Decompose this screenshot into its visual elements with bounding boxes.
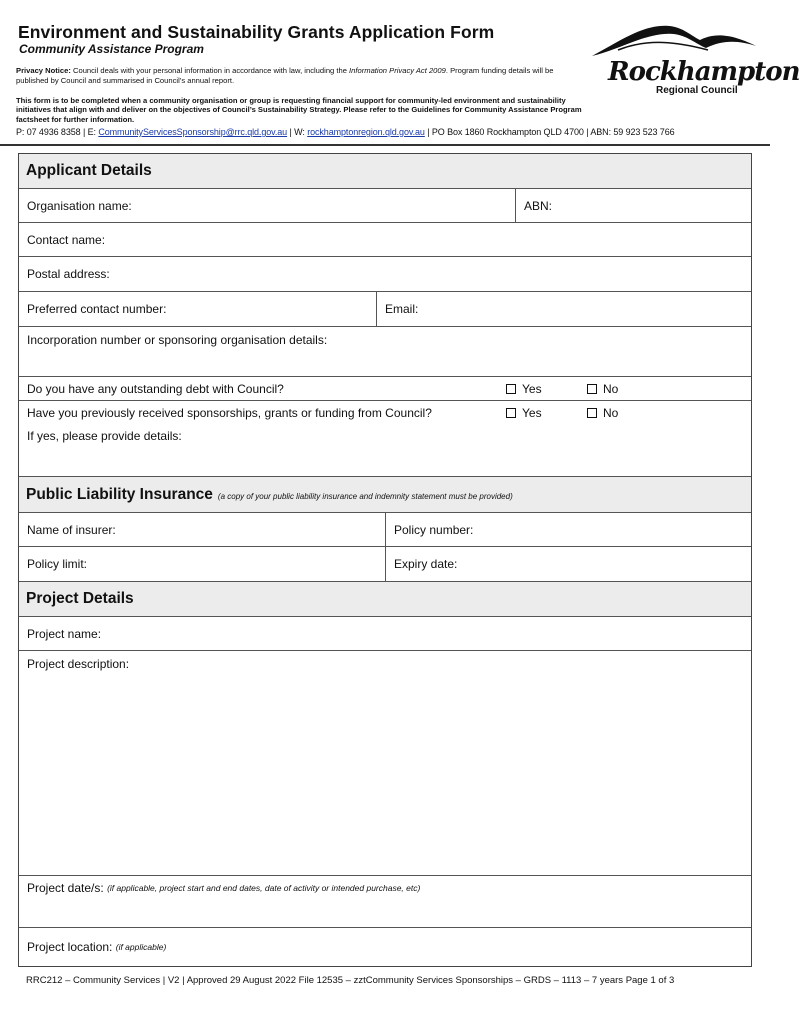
contact-name-field[interactable] — [19, 223, 751, 256]
field-label: Contact name: — [27, 232, 106, 247]
project-description-field[interactable] — [19, 651, 751, 875]
debt-yes-option[interactable] — [506, 382, 542, 396]
row-project-dates — [19, 876, 751, 928]
separator: | — [586, 127, 589, 137]
email-link[interactable]: CommunityServicesSponsorship@rrc.qld.gov.au — [98, 127, 288, 137]
project-location-field[interactable] — [19, 928, 751, 966]
po-box: PO Box 1860 Rockhampton QLD 4700 — [431, 127, 584, 137]
field-label: Project description: — [27, 657, 130, 671]
insurance-note: (a copy of your public liability insurance and indemnity statement must be provided) — [217, 492, 513, 501]
privacy-text-1: Council deals with your personal information in accordance with law, including the — [70, 66, 350, 75]
privacy-text-2: . Program funding details will be published by Council and summarised in Council’s annual report. — [16, 66, 554, 85]
abn-field[interactable] — [515, 189, 751, 222]
option-label: No — [603, 406, 619, 420]
application-form — [18, 153, 752, 967]
postal-address-field[interactable] — [19, 257, 751, 291]
option-label: Yes — [522, 382, 542, 396]
page-footer: RRC212 – Community Services | V2 | Approved 29 August 2022 File 12535 – zztCommunity Services Sponsorships – GRDS – 1113 – 7 years Page 1 of 3 — [26, 975, 675, 986]
section-applicant-details — [19, 154, 751, 189]
row-project-description — [19, 651, 751, 876]
row-project-name — [19, 617, 751, 651]
row-organisation — [19, 189, 751, 223]
form-subtitle: Community Assistance Program — [19, 42, 204, 56]
policy-number-field[interactable] — [385, 513, 751, 546]
checkbox[interactable] — [506, 384, 516, 394]
form-title: Environment and Sustainability Grants Application Form — [18, 22, 495, 42]
phone-number: P: 07 4936 8358 — [16, 127, 81, 137]
email-field[interactable] — [376, 292, 751, 326]
section-public-liability — [19, 477, 751, 513]
previous-no-option[interactable] — [587, 406, 618, 420]
row-previous-funding — [19, 401, 751, 477]
field-label: Incorporation number or sponsoring organisation details: — [27, 333, 328, 347]
project-dates-field[interactable] — [19, 876, 751, 927]
section-project-details — [19, 582, 751, 617]
logo-wordmark: Rockhampton — [608, 57, 800, 87]
option-label: No — [603, 382, 619, 396]
checkbox[interactable] — [587, 408, 597, 418]
form-purpose: This form is to be completed when a community organisation or group is requesting financial support for community-led environment and sustainability initiatives that align with and deliver on the objectives of Council’s Sustainability Strategy. Please refer to the Guidelines for Community Assistance Program factsheet for further information. — [16, 96, 582, 124]
council-abn: ABN: 59 923 523 766 — [590, 127, 675, 137]
row-phone-email — [19, 292, 751, 327]
insurer-name-field[interactable] — [19, 513, 385, 546]
row-postal-address — [19, 257, 751, 292]
website-link[interactable]: rockhamptonregion.qld.gov.au — [307, 127, 425, 137]
field-label: Postal address: — [27, 267, 110, 281]
project-name-field[interactable] — [19, 617, 751, 650]
field-label: Policy number: — [394, 522, 474, 537]
header-divider — [0, 144, 770, 146]
field-label: Organisation name: — [27, 198, 132, 213]
if-yes-details[interactable]: If yes, please provide details: — [27, 429, 182, 443]
separator: | — [82, 127, 86, 137]
row-policy-limit — [19, 547, 751, 582]
row-project-location — [19, 928, 751, 966]
section-heading: Project Details — [26, 590, 134, 607]
expiry-date-field[interactable] — [385, 547, 751, 581]
policy-limit-field[interactable] — [19, 547, 385, 581]
debt-no-option[interactable] — [587, 382, 618, 396]
location-note: (if applicable) — [115, 942, 167, 952]
previous-yes-option[interactable] — [506, 406, 542, 420]
incorporation-field[interactable] — [19, 327, 751, 376]
organisation-name-field[interactable] — [19, 189, 515, 222]
field-label: Name of insurer: — [27, 522, 116, 537]
contact-number-field[interactable] — [19, 292, 376, 326]
field-label: Preferred contact number: — [27, 302, 167, 316]
separator: | — [289, 127, 292, 137]
field-label: Expiry date: — [394, 557, 458, 571]
email-prefix: E: — [87, 127, 96, 137]
section-heading: Public Liability Insurance — [26, 485, 213, 503]
row-debt-question — [19, 377, 751, 401]
privacy-notice — [16, 66, 576, 86]
row-incorporation — [19, 327, 751, 377]
row-contact-name — [19, 223, 751, 257]
council-logo — [588, 20, 800, 100]
separator: | — [427, 127, 430, 137]
field-label: Project date/s: — [27, 881, 104, 895]
previous-funding-question: Have you previously received sponsorships, grants or funding from Council? — [27, 406, 432, 420]
checkbox[interactable] — [506, 408, 516, 418]
option-label: Yes — [522, 406, 542, 420]
debt-question: Do you have any outstanding debt with Council? — [27, 382, 284, 396]
row-insurer — [19, 513, 751, 547]
field-label: Policy limit: — [27, 557, 88, 571]
field-label: Project location: — [27, 940, 113, 954]
checkbox[interactable] — [587, 384, 597, 394]
privacy-act: Information Privacy Act 2009 — [349, 66, 446, 75]
privacy-label: Privacy Notice: — [16, 66, 71, 75]
dates-note: (if applicable, project start and end dates, date of activity or intended purchase, etc) — [107, 883, 421, 893]
field-label: Email: — [385, 302, 419, 316]
logo-subtext: Regional Council — [656, 85, 738, 96]
field-label: ABN: — [524, 198, 553, 213]
web-prefix: W: — [294, 127, 305, 137]
section-heading: Applicant Details — [26, 162, 152, 179]
contact-line — [16, 127, 766, 137]
field-label: Project name: — [27, 626, 102, 641]
